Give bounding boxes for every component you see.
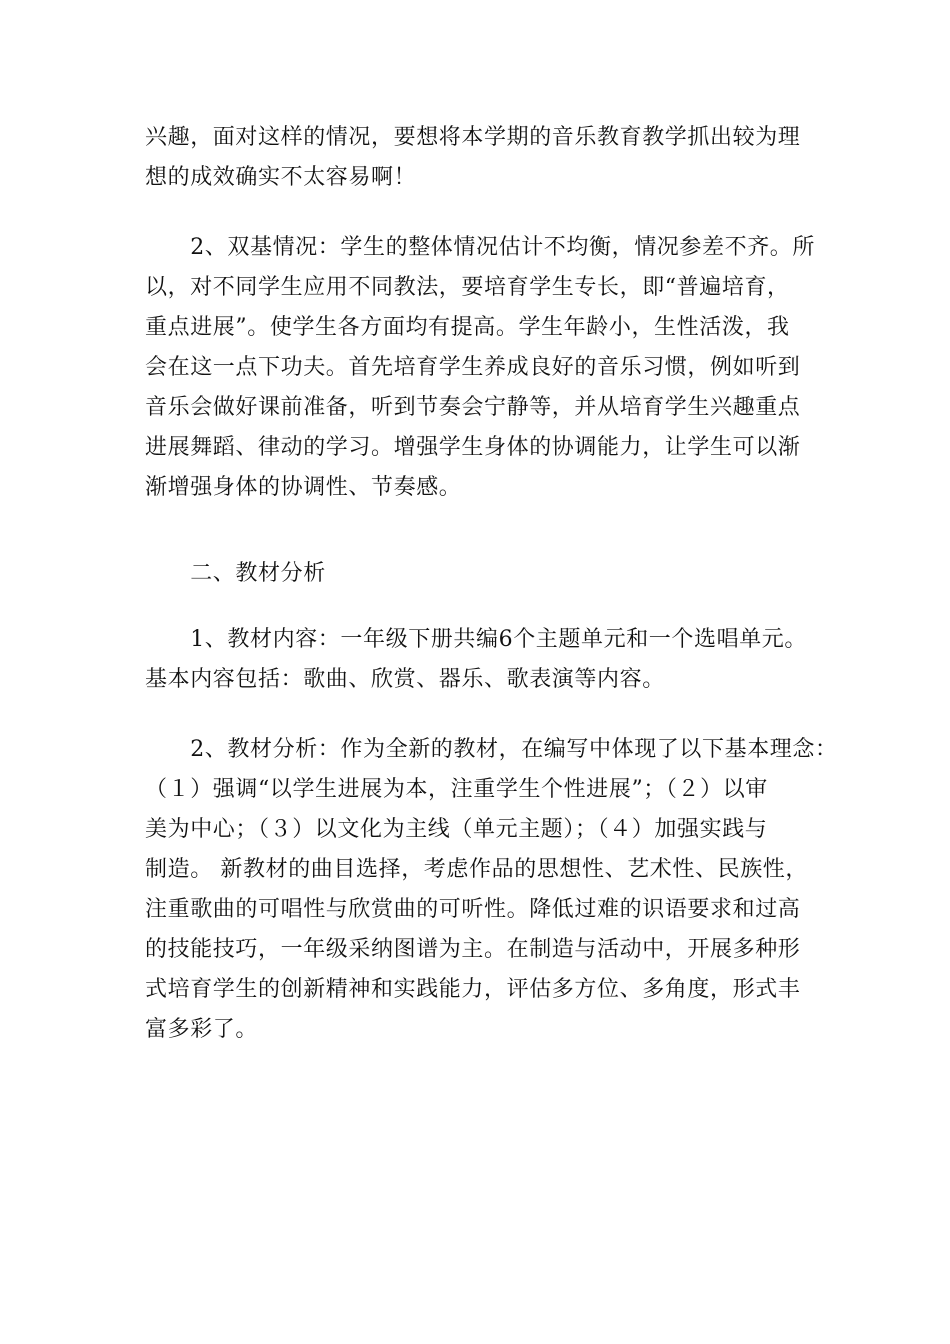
text-line: 注重歌曲的可唱性与欣赏曲的可听性。降低过难的识语要求和过高 <box>145 897 801 922</box>
text-line: 富多彩了。 <box>145 1017 259 1042</box>
text-line: 进展舞蹈、律动的学习。增强学生身体的协调能力，让学生可以渐 <box>145 435 801 460</box>
text-line: 以，对不同学生应用不同教法，要培育学生专长，即“普遍培育， <box>145 275 790 300</box>
paragraph-basic-skills <box>145 228 815 508</box>
text-line: 音乐会做好课前准备，听到节奏会宁静等，并从培育学生兴趣重点 <box>145 395 801 420</box>
text-line: 会在这一点下功夫。首先培育学生养成良好的音乐习惯，例如听到 <box>145 355 801 380</box>
text-line: 兴趣，面对这样的情况，要想将本学期的音乐教育教学抓出较为理 <box>145 125 801 150</box>
text-line: 渐增强身体的协调性、节奏感。 <box>145 475 462 500</box>
paragraph-interest-conclusion <box>145 118 805 198</box>
text-line: （１）强调“以学生进展为本，注重学生个性进展”；（２）以审 <box>145 777 768 802</box>
section-heading-textbook-analysis <box>145 554 805 594</box>
text-line: 式培育学生的创新精神和实践能力，评估多方位、多角度，形式丰 <box>145 977 801 1002</box>
text-line: 2、双基情况：学生的整体情况估计不均衡，情况参差不齐。所 <box>145 235 815 260</box>
text-line: 的技能技巧，一年级采纳图谱为主。在制造与活动中，开展多种形 <box>145 937 801 962</box>
text-line: 制造。 新教材的曲目选择，考虑作品的思想性、艺术性、民族性， <box>145 857 808 882</box>
text-line: 1、教材内容：一年级下册共编6个主题单元和一个选唱单元。 <box>145 627 807 652</box>
heading-line: 二、教材分析 <box>145 561 326 586</box>
paragraph-textbook-content <box>145 620 805 700</box>
text-line: 重点进展”。使学生各方面均有提高。学生年龄小，生性活泼，我 <box>145 315 790 340</box>
text-line: 基本内容包括：歌曲、欣赏、器乐、歌表演等内容。 <box>145 667 665 692</box>
paragraph-textbook-analysis <box>145 730 838 1050</box>
text-line: 2、教材分析：作为全新的教材，在编写中体现了以下基本理念： <box>145 737 838 762</box>
text-line: 想的成效确实不太容易啊！ <box>145 165 417 190</box>
text-line: 美为中心；（３）以文化为主线（单元主题）；（４）加强实践与 <box>145 817 768 842</box>
